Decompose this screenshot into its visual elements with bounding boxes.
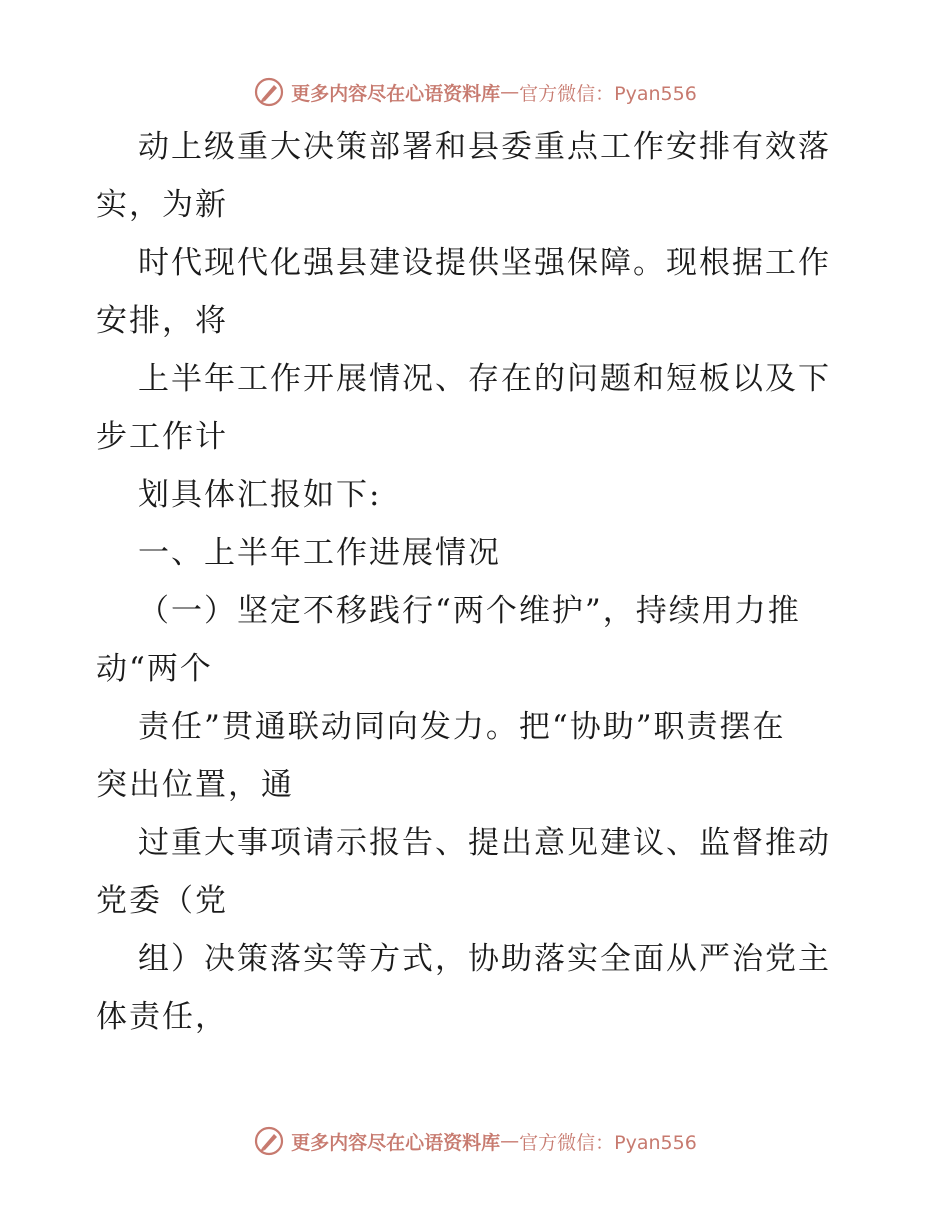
watermark-contact: 官方微信：Pyan556 — [519, 82, 697, 105]
footer-watermark — [0, 1121, 950, 1161]
watermark-text: 更多内容尽在心语资料库 — [291, 82, 501, 105]
watermark-text: 更多内容尽在心语资料库 — [291, 1131, 501, 1154]
body-line: 时代现代化强县建设提供坚强保障。现根据工作 — [138, 245, 831, 281]
body-line: 动上级重大决策部署和县委重点工作安排有效落 — [138, 129, 831, 165]
body-line: 责任”贯通联动同向发力。把“协助”职责摆在 — [138, 709, 786, 745]
watermark-dash: — — [500, 81, 520, 103]
body-line: 党委（党 — [96, 883, 228, 919]
body-line: 安排，将 — [96, 303, 228, 339]
body-line: （一）坚定不移践行“两个维护”，持续用力推 — [138, 593, 801, 629]
header-watermark — [0, 72, 950, 112]
body-line: 上半年工作开展情况、存在的问题和短板以及下 — [138, 361, 831, 397]
pen-logo-icon — [253, 1125, 285, 1157]
body-line: 体责任， — [96, 999, 228, 1035]
body-line: 实，为新 — [96, 187, 228, 223]
document-body — [96, 118, 856, 1046]
body-line: 动“两个 — [96, 651, 213, 687]
pen-logo-icon — [253, 76, 285, 108]
body-line: 步工作计 — [96, 419, 228, 455]
watermark-dash: — — [500, 1130, 520, 1152]
body-line: 划具体汇报如下: — [138, 477, 382, 513]
body-line: 过重大事项请示报告、提出意见建议、监督推动 — [138, 825, 831, 861]
watermark-contact: 官方微信：Pyan556 — [519, 1131, 697, 1154]
body-line: 组）决策落实等方式，协助落实全面从严治党主 — [138, 941, 831, 977]
body-line: 突出位置，通 — [96, 767, 294, 803]
section-heading: 一、上半年工作进展情况 — [138, 535, 501, 571]
